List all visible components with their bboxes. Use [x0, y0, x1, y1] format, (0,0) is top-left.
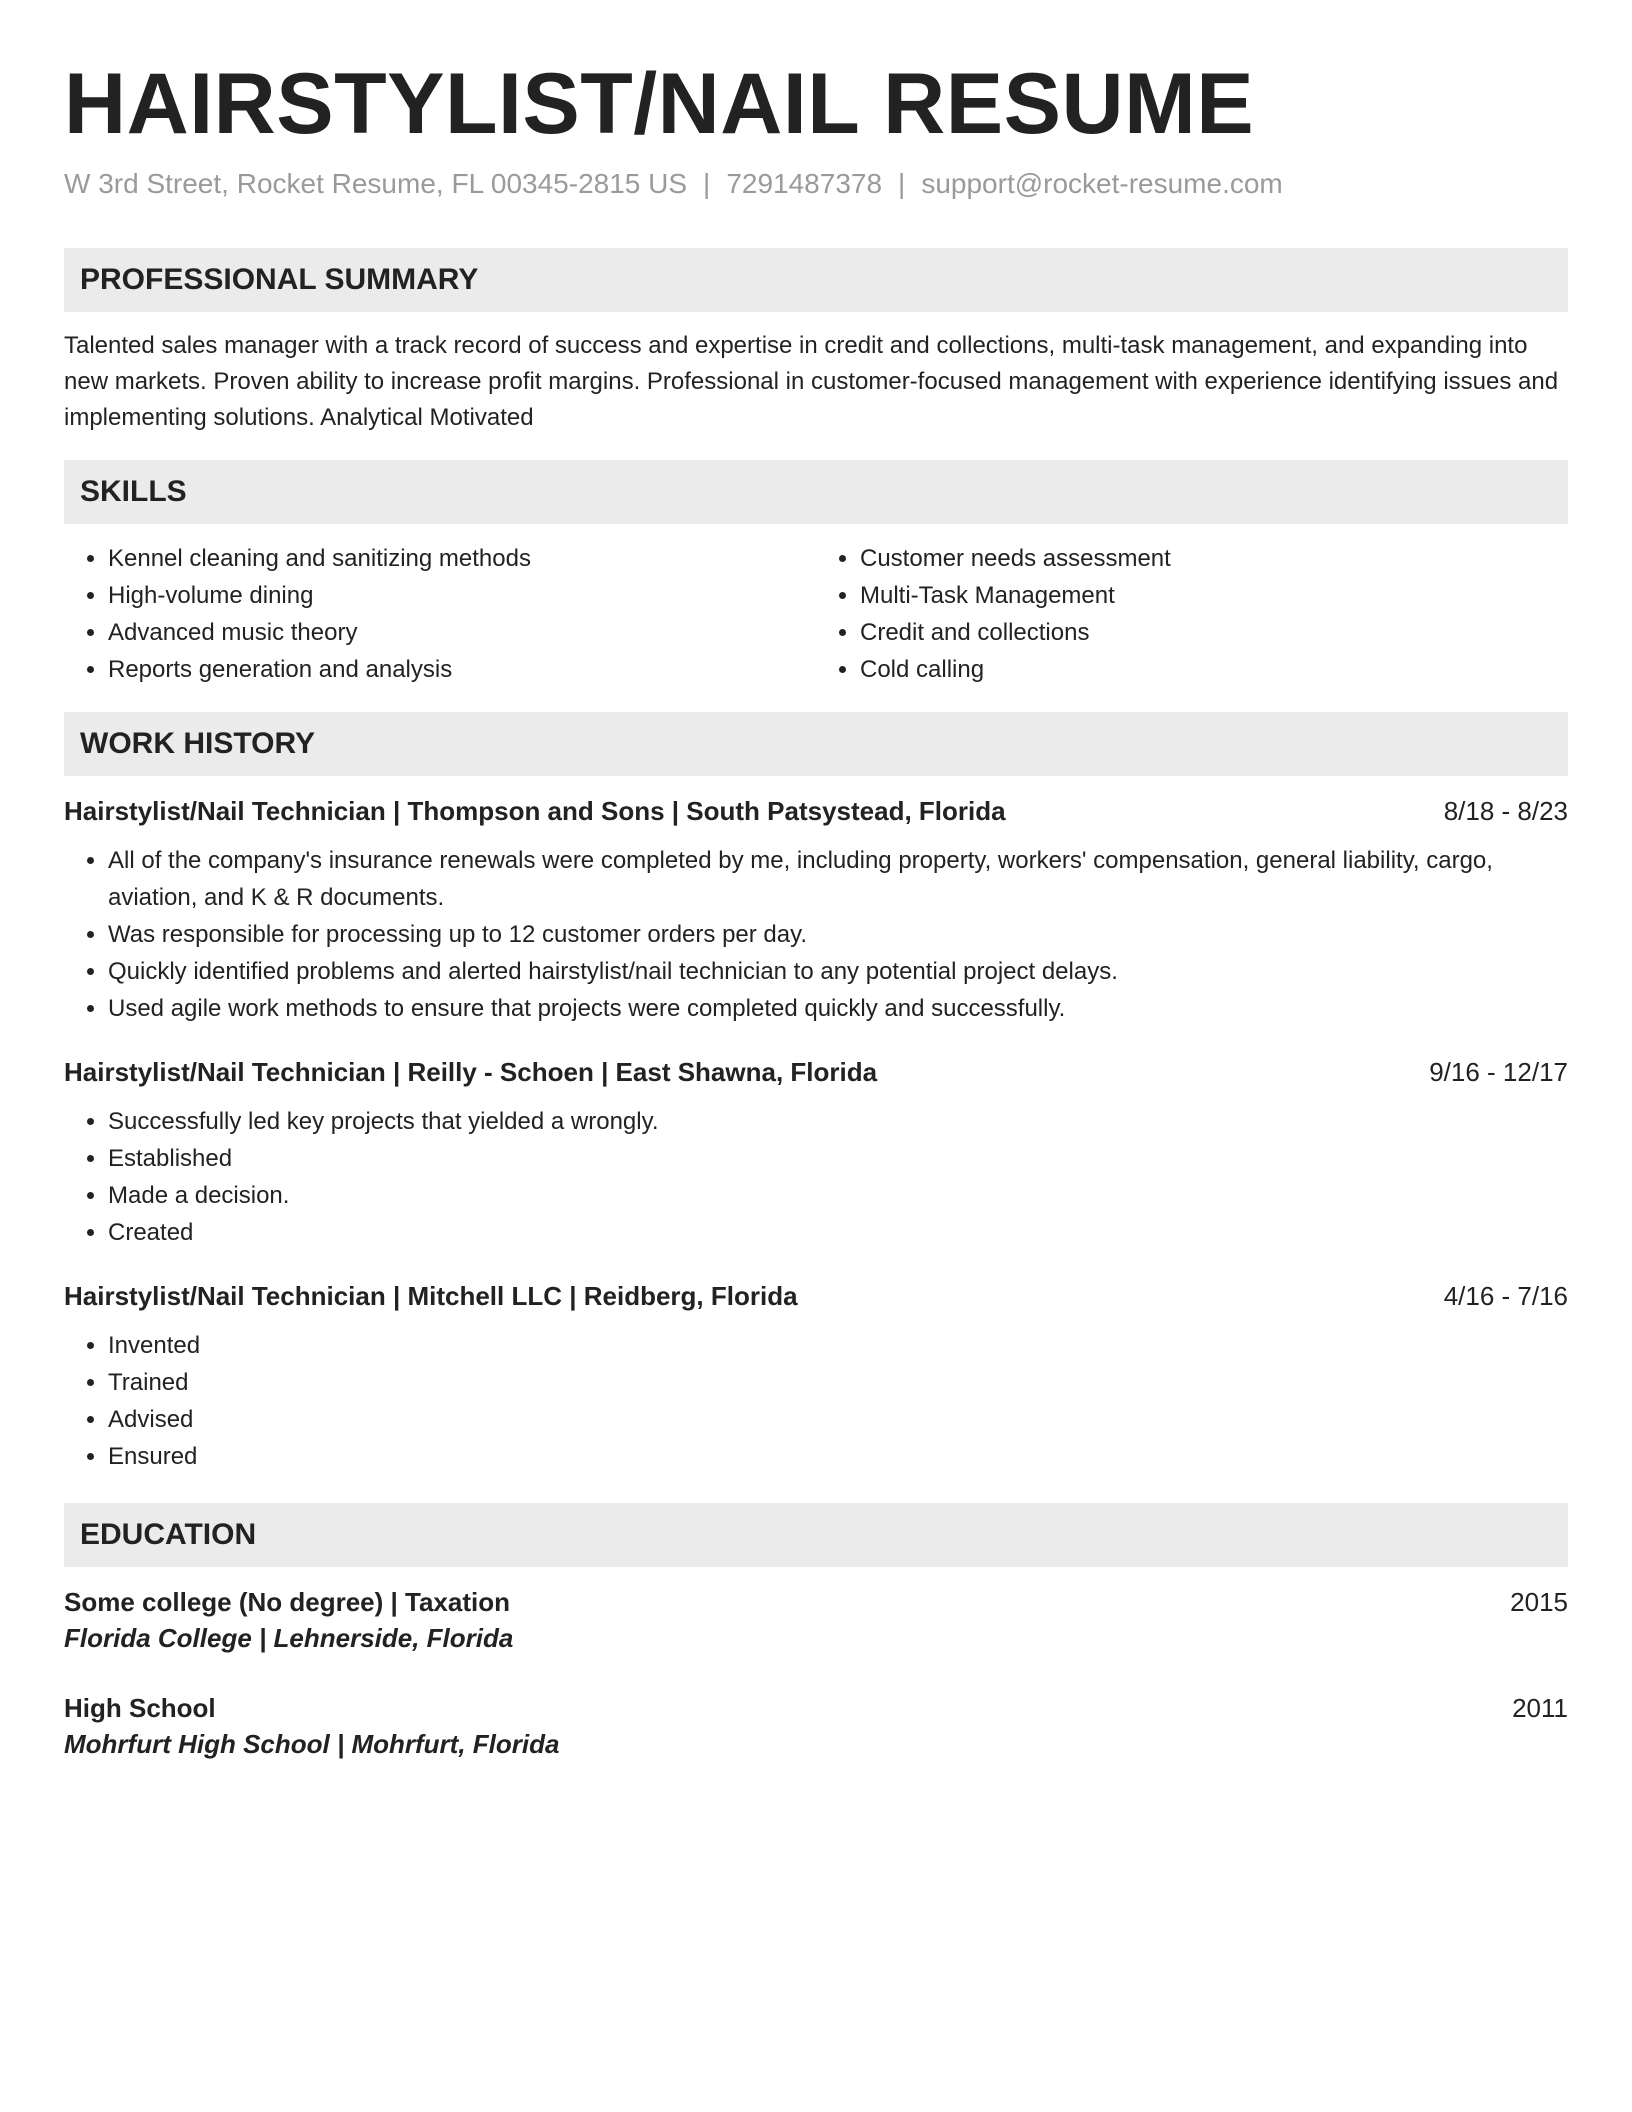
job-entry: [64, 794, 1568, 1027]
education-year: 2011: [1512, 1693, 1568, 1723]
job-bullet: • All of the company's insurance renewals were completed by me, including property, workers' compensation, general liability, cargo, aviation, and K & R documents.: [108, 842, 1568, 916]
skill-item: • Kennel cleaning and sanitizing methods: [108, 540, 816, 577]
job-bullet: • Quickly identified problems and alerted hairstylist/nail technician to any potential project delays.: [108, 953, 1568, 990]
education-heading-row: [64, 1585, 1568, 1619]
job-bullets: [64, 1327, 1568, 1475]
job-bullet: • Made a decision.: [108, 1177, 1568, 1214]
contact-email: support@rocket-resume.com: [921, 168, 1283, 199]
job-bullet: • Established: [108, 1140, 1568, 1177]
job-bullet: • Invented: [108, 1327, 1568, 1364]
job-bullet: • Advised: [108, 1401, 1568, 1438]
job-title: Hairstylist/Nail Technician | Reilly - Schoen | East Shawna, Florida: [64, 1057, 878, 1087]
skill-item: • Credit and collections: [860, 614, 1568, 651]
education-entry: [64, 1585, 1568, 1657]
resume-name: HAIRSTYLIST/NAIL RESUME: [64, 56, 1255, 152]
section-header-education: EDUCATION: [64, 1503, 1568, 1567]
contact-separator: |: [703, 168, 711, 199]
skill-item: • High-volume dining: [108, 577, 816, 614]
skill-item: • Multi-Task Management: [860, 577, 1568, 614]
job-bullet: • Ensured: [108, 1438, 1568, 1475]
job-heading-row: [64, 1055, 1568, 1089]
skills-list: [64, 540, 1568, 688]
skills-column-left: [64, 540, 816, 688]
job-bullet: • Successfully led key projects that yielded a wrongly.: [108, 1103, 1568, 1140]
education-degree: High School: [64, 1693, 216, 1723]
section-header-skills: SKILLS: [64, 460, 1568, 524]
education-year: 2015: [1510, 1587, 1568, 1617]
job-bullet: • Created: [108, 1214, 1568, 1251]
job-heading-row: [64, 1279, 1568, 1313]
education-school: Mohrfurt High School | Mohrfurt, Florida: [64, 1729, 560, 1759]
skill-item: • Customer needs assessment: [860, 540, 1568, 577]
job-bullets: [64, 1103, 1568, 1251]
job-bullet: • Used agile work methods to ensure that projects were completed quickly and successfully.: [108, 990, 1568, 1027]
job-entry: [64, 1055, 1568, 1251]
job-title: Hairstylist/Nail Technician | Thompson and Sons | South Patsystead, Florida: [64, 796, 1006, 826]
education-entry: [64, 1691, 1568, 1763]
education-degree: Some college (No degree) | Taxation: [64, 1587, 510, 1617]
contact-separator: |: [898, 168, 906, 199]
education-heading-row: [64, 1691, 1568, 1725]
job-dates: 4/16 - 7/16: [1443, 1281, 1568, 1311]
section-header-work-history: WORK HISTORY: [64, 712, 1568, 776]
skill-item: • Cold calling: [860, 651, 1568, 688]
job-title: Hairstylist/Nail Technician | Mitchell LLC | Reidberg, Florida: [64, 1281, 798, 1311]
job-entry: [64, 1279, 1568, 1475]
skill-item: • Reports generation and analysis: [108, 651, 816, 688]
job-bullet: • Trained: [108, 1364, 1568, 1401]
job-bullets: [64, 842, 1568, 1027]
skill-item: • Advanced music theory: [108, 614, 816, 651]
job-dates: 8/18 - 8/23: [1443, 796, 1568, 826]
job-bullet: • Was responsible for processing up to 12 customer orders per day.: [108, 916, 1568, 953]
contact-phone: 7291487378: [726, 168, 883, 199]
skills-column-right: [816, 540, 1568, 688]
summary-text: Talented sales manager with a track record of success and expertise in credit and collections, multi-task management, and expanding into new markets. Proven ability to increase profit margins. Professional in customer-focused management with experience identifying issues and implementing solutions. Analytical Motivated: [64, 332, 1559, 431]
job-heading-row: [64, 794, 1568, 828]
contact-address: W 3rd Street, Rocket Resume, FL 00345-2815 US: [64, 168, 688, 199]
section-header-summary: PROFESSIONAL SUMMARY: [64, 248, 1568, 312]
job-dates: 9/16 - 12/17: [1429, 1057, 1568, 1087]
contact-line: [64, 166, 1568, 202]
education-school: Florida College | Lehnerside, Florida: [64, 1623, 514, 1653]
